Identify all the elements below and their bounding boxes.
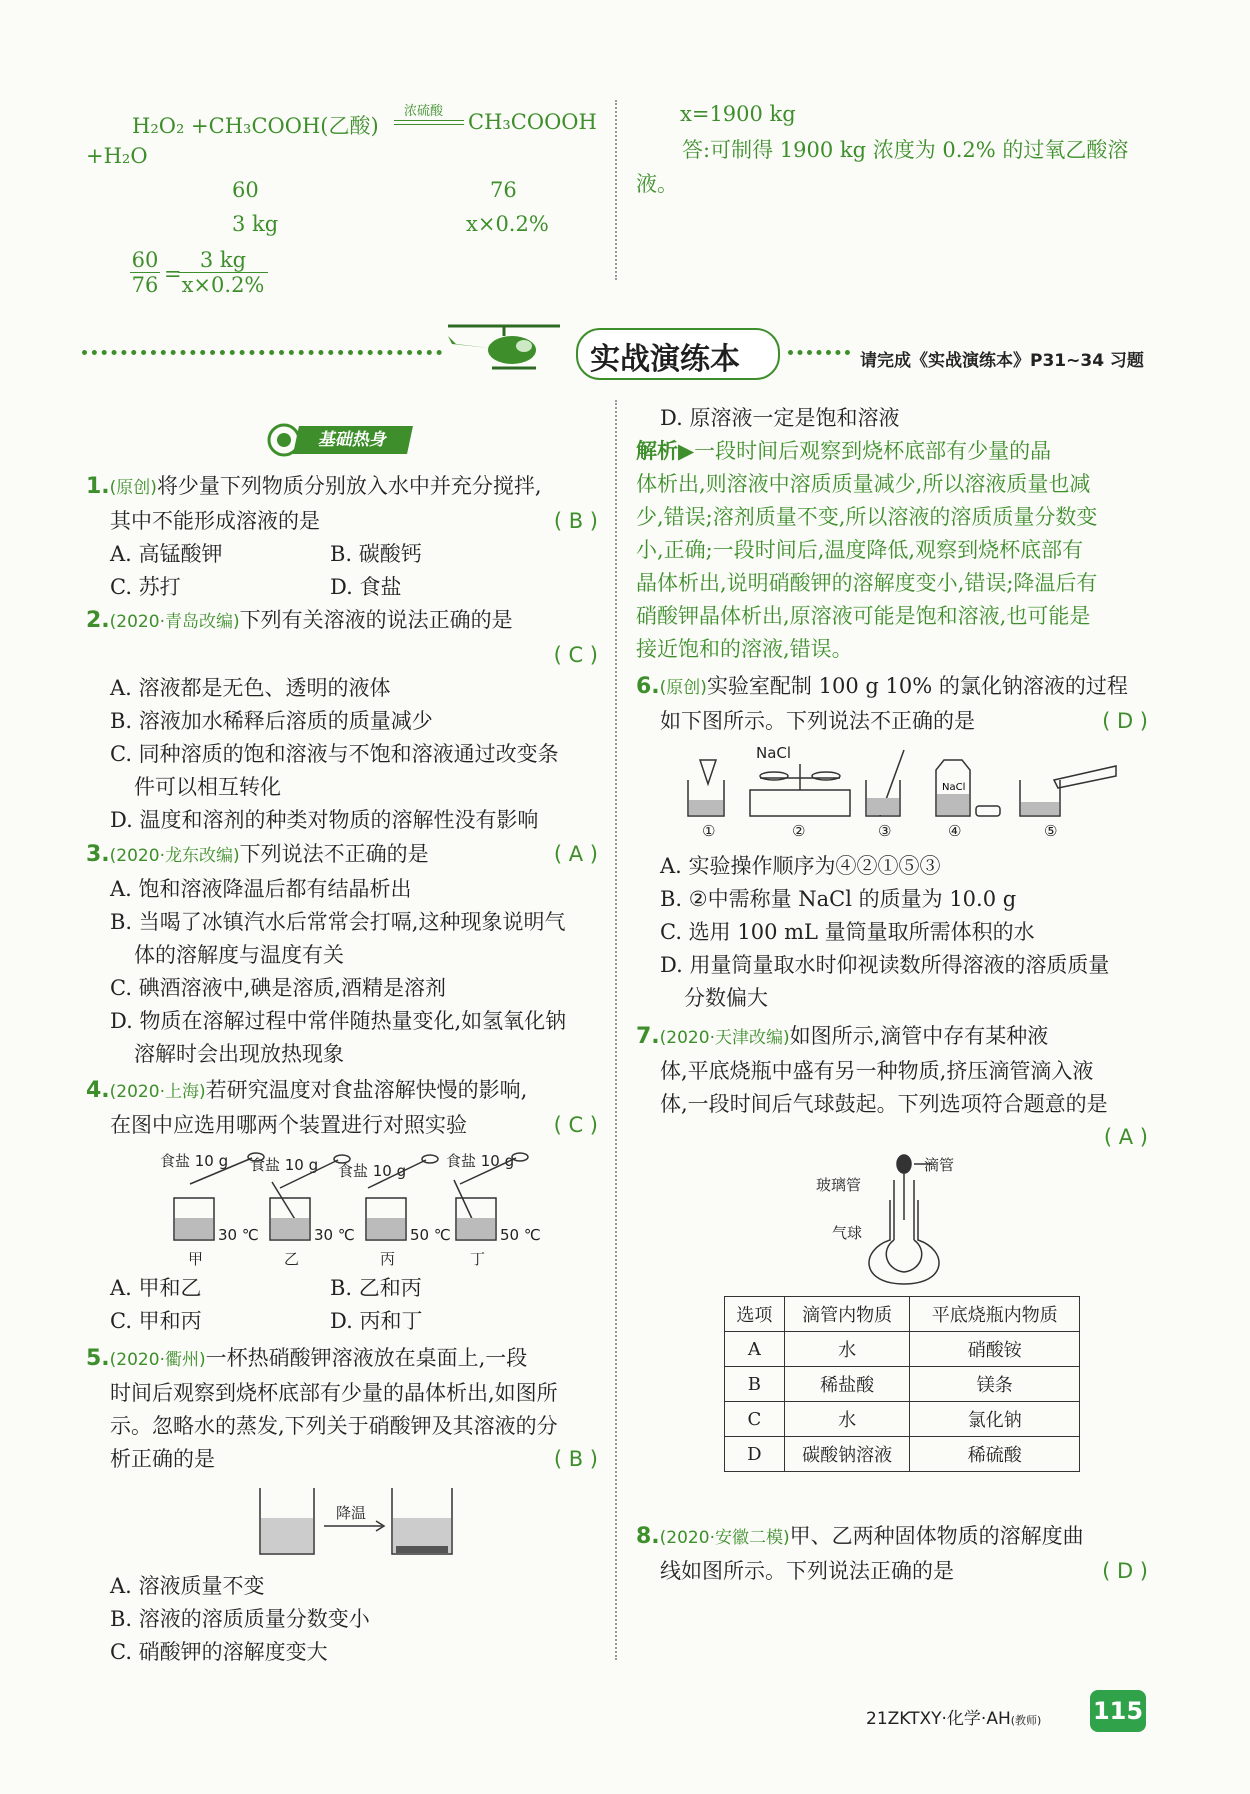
q5-continued — [636, 402, 1148, 666]
fraction-b — [178, 248, 268, 297]
q5-text4: 析正确的是 — [110, 1447, 215, 1471]
q6-step-5: ⑤ — [1044, 822, 1058, 840]
q2-number: 2. — [86, 608, 110, 633]
q5-text1: 一杯热硝酸钾溶液放在桌面上,一段 — [205, 1346, 528, 1370]
q6-option-d1: D. 用量筒量取水时仰视读数所得溶液的溶质质量 — [660, 953, 1110, 977]
q3-option-b2: 体的溶解度与温度有关 — [134, 943, 344, 967]
q6-source: (原创) — [659, 678, 707, 698]
q2-text1: 下列有关溶液的说法正确的是 — [239, 608, 513, 632]
q4-temp-1: 30 ℃ — [218, 1226, 259, 1244]
q5-text3: 示。忽略水的蒸发,下列关于硝酸钾及其溶液的分 — [110, 1414, 558, 1438]
q5-analysis-line1: 一段时间后观察到烧杯底部有少量的晶 — [694, 439, 1052, 463]
fraction-b-numerator: 3 kg — [199, 248, 247, 272]
q6-answer: ( D ) — [1102, 709, 1148, 733]
q6-step-3: ③ — [878, 822, 892, 840]
q7-text3: 体,一段时间后气球鼓起。下列选项符合题意的是 — [660, 1092, 1108, 1116]
q5-analysis-line2: 体析出,则溶液中溶质质量减少,所以溶液质量也减 — [636, 472, 1091, 496]
q1-option-b: B. 碳酸钙 — [330, 542, 422, 566]
q1-number: 1. — [86, 474, 110, 499]
q1-answer: ( B ) — [553, 509, 598, 533]
q1-text1: 将少量下列物质分别放入水中并充分搅拌, — [156, 474, 542, 498]
question-1 — [86, 470, 598, 604]
q1-option-a: A. 高锰酸钾 — [110, 542, 223, 566]
q7-number: 7. — [636, 1024, 660, 1049]
table-row — [725, 1332, 1080, 1367]
q5-analysis-label: 解析▶ — [636, 439, 695, 463]
q2-answer: ( C ) — [553, 643, 598, 667]
q4-figure — [160, 1148, 560, 1268]
q3-option-a: A. 饱和溶液降温后都有结晶析出 — [110, 877, 412, 901]
q3-option-b1: B. 当喝了冰镇汽水后常常会打嗝,这种现象说明气 — [110, 910, 566, 934]
table-cell: A — [725, 1332, 785, 1367]
q4-salt-label-2: 食盐 10 g — [250, 1156, 319, 1174]
column-divider-top — [615, 100, 617, 280]
q4-temp-4: 50 ℃ — [500, 1226, 541, 1244]
equation-arrow-top — [394, 120, 464, 121]
table-cell: B — [725, 1367, 785, 1402]
table-cell: 硝酸铵 — [910, 1332, 1080, 1367]
q2-option-c2: 件可以相互转化 — [134, 775, 281, 799]
q3-option-d2: 溶解时会出现放热现象 — [134, 1042, 344, 1066]
equation-condition: 浓硫酸 — [404, 104, 444, 119]
q7-th-option: 选项 — [725, 1297, 785, 1332]
equals-sign: = — [164, 262, 182, 286]
banner-note: 请完成《实战演练本》P31~34 习题 — [860, 351, 1144, 371]
q5-option-b: B. 溶液的溶质质量分数变小 — [110, 1607, 370, 1631]
q4-salt-label-3: 食盐 10 g — [338, 1162, 407, 1180]
q5-analysis-line4: 小,正确;一段时间后,温度降低,观察到烧杯底部有 — [636, 538, 1084, 562]
q5-analysis-line7: 接近饱和的溶液,错误。 — [636, 637, 853, 661]
table-cell: 碳酸钠溶液 — [784, 1437, 910, 1472]
molar-mass-1: 60 — [232, 178, 259, 202]
table-cell: 镁条 — [910, 1367, 1080, 1402]
answer-line1: 答:可制得 1900 kg 浓度为 0.2% 的过氧乙酸溶 — [682, 138, 1129, 162]
q3-option-c: C. 碘酒溶液中,碘是溶质,酒精是溶剂 — [110, 976, 447, 1000]
q6-options — [636, 850, 1148, 1015]
q7-balloon-label: 气球 — [832, 1224, 863, 1242]
calc-result: x=1900 kg — [680, 102, 796, 126]
q5-analysis-line6: 硝酸钾晶体析出,原溶液可能是饱和溶液,也可能是 — [636, 604, 1091, 628]
q4-option-c: C. 甲和丙 — [110, 1309, 202, 1333]
question-4 — [86, 1074, 598, 1142]
q5-figure — [256, 1484, 456, 1558]
molar-mass-2: 76 — [490, 178, 517, 202]
q5-cooling-label: 降温 — [336, 1504, 367, 1522]
q7-flask-drawing — [820, 1150, 980, 1286]
q6-step-1: ① — [702, 822, 716, 840]
fraction-a — [130, 248, 160, 297]
q4-label-yi: 乙 — [284, 1250, 300, 1268]
q5-answer: ( B ) — [553, 1447, 598, 1471]
q6-text2: 如下图所示。下列说法不正确的是 — [660, 709, 975, 733]
q4-text2: 在图中应选用哪两个装置进行对照实验 — [110, 1113, 467, 1137]
q5-text2: 时间后观察到烧杯底部有少量的晶体析出,如图所 — [110, 1381, 558, 1405]
q3-text1: 下列说法不正确的是 — [239, 842, 429, 866]
q6-option-b: B. ②中需称量 NaCl 的质量为 10.0 g — [660, 887, 1017, 911]
q4-answer: ( C ) — [553, 1113, 598, 1137]
given-mass-1: 3 kg — [232, 212, 279, 236]
q6-text1: 实验室配制 100 g 10% 的氯化钠溶液的过程 — [706, 674, 1128, 698]
q4-salt-label-4: 食盐 10 g — [446, 1152, 515, 1170]
q8-text1: 甲、乙两种固体物质的溶解度曲 — [789, 1524, 1084, 1548]
footer-code — [866, 1704, 1041, 1729]
q6-steps-drawing — [680, 740, 1120, 820]
q4-label-ding: 丁 — [470, 1250, 486, 1268]
q6-option-c: C. 选用 100 mL 量筒量取所需体积的水 — [660, 920, 1035, 944]
equation-arrow-bottom — [394, 124, 464, 125]
q3-source: (2020·龙东改编) — [109, 846, 240, 866]
q4-source: (2020·上海) — [109, 1082, 206, 1102]
q8-number: 8. — [636, 1524, 660, 1549]
q7-table — [724, 1296, 1080, 1472]
table-cell: 水 — [784, 1402, 910, 1437]
q4-options — [86, 1272, 598, 1338]
q6-step-4: ④ — [948, 822, 962, 840]
q2-source: (2020·青岛改编) — [109, 612, 240, 632]
q1-option-d: D. 食盐 — [330, 575, 402, 599]
q4-text1: 若研究温度对食盐溶解快慢的影响, — [205, 1078, 528, 1102]
q4-beakers-drawing — [160, 1148, 560, 1268]
page-number: 115 — [1090, 1690, 1146, 1732]
q7-table-header — [725, 1297, 1080, 1332]
q6-option-d2: 分数偏大 — [684, 986, 768, 1010]
q4-number: 4. — [86, 1078, 110, 1103]
section-title: 基础热身 — [293, 426, 413, 454]
q3-option-d1: D. 物质在溶解过程中常伴随热量变化,如氢氧化钠 — [110, 1009, 567, 1033]
fraction-a-denominator: 76 — [131, 273, 159, 297]
q7-th-flask: 平底烧瓶内物质 — [910, 1297, 1080, 1332]
table-cell: 水 — [784, 1332, 910, 1367]
q7-source: (2020·天津改编) — [659, 1028, 790, 1048]
q5-number: 5. — [86, 1346, 110, 1371]
q4-option-a: A. 甲和乙 — [110, 1276, 202, 1300]
question-7 — [636, 1020, 1148, 1154]
table-row — [725, 1402, 1080, 1437]
answer-line2: 液。 — [636, 172, 678, 196]
table-cell: D — [725, 1437, 785, 1472]
q7-dropper-label: 滴管 — [924, 1156, 955, 1174]
q2-option-c1: C. 同种溶质的饱和溶液与不饱和溶液通过改变条 — [110, 742, 559, 766]
question-2 — [86, 604, 598, 837]
table-cell: 稀盐酸 — [784, 1367, 910, 1402]
question-3 — [86, 838, 598, 1071]
equation-right: CH₃COOOH — [468, 110, 597, 134]
q6-bottle-label: NaCl — [942, 782, 966, 793]
q7-answer: ( A ) — [1103, 1125, 1148, 1149]
q4-label-bing: 丙 — [380, 1250, 396, 1268]
table-cell: C — [725, 1402, 785, 1437]
q7-tube-label: 玻璃管 — [816, 1176, 862, 1194]
q5-options — [86, 1570, 598, 1669]
fraction-a-numerator: 60 — [131, 248, 159, 272]
q5-source: (2020·衢州) — [109, 1350, 206, 1370]
q6-option-a: A. 实验操作顺序为④②①⑤③ — [660, 854, 941, 878]
q5-analysis-line3: 少,错误;溶剂质量不变,所以溶液的溶质质量分数变 — [636, 505, 1098, 529]
q7-figure — [816, 1150, 980, 1286]
question-8 — [636, 1520, 1148, 1588]
q3-number: 3. — [86, 842, 110, 867]
q3-answer: ( A ) — [553, 842, 598, 866]
q7-th-dropper: 滴管内物质 — [784, 1297, 910, 1332]
column-divider — [615, 400, 617, 1660]
fraction-b-denominator: x×0.2% — [178, 272, 268, 297]
helicopter-icon — [444, 314, 564, 374]
q5-option-a: A. 溶液质量不变 — [110, 1574, 265, 1598]
footer-role: (教师) — [1010, 1714, 1042, 1727]
q8-source: (2020·安徽二模) — [659, 1528, 790, 1548]
q4-temp-3: 50 ℃ — [410, 1226, 451, 1244]
equation-left: H₂O₂ +CH₃COOH(乙酸) — [132, 114, 379, 138]
footer-code-text: 21ZKTXY·化学·AH — [866, 1709, 1011, 1729]
q1-text2: 其中不能形成溶液的是 — [110, 509, 320, 533]
q4-option-d: D. 丙和丁 — [330, 1309, 423, 1333]
q6-step-2: ② — [792, 822, 806, 840]
question-5 — [86, 1342, 598, 1476]
q2-option-b: B. 溶液加水稀释后溶质的质量减少 — [110, 709, 433, 733]
q1-source: (原创) — [109, 478, 157, 498]
q7-text1: 如图所示,滴管中存有某种液 — [789, 1024, 1049, 1048]
q4-temp-2: 30 ℃ — [314, 1226, 355, 1244]
q2-option-d: D. 温度和溶剂的种类对物质的溶解性没有影响 — [110, 808, 539, 832]
table-row — [725, 1437, 1080, 1472]
q6-number: 6. — [636, 674, 660, 699]
given-mass-2: x×0.2% — [466, 212, 549, 236]
section-badge — [266, 422, 414, 456]
q2-option-a: A. 溶液都是无色、透明的液体 — [110, 676, 391, 700]
q4-label-jia: 甲 — [188, 1250, 204, 1268]
q4-salt-label-1: 食盐 10 g — [160, 1152, 229, 1170]
banner-title: 实战演练本 — [590, 342, 740, 377]
equation-line2: +H₂O — [86, 144, 148, 168]
q4-option-b: B. 乙和丙 — [330, 1276, 422, 1300]
q7-text2: 体,平底烧瓶中盛有另一种物质,挤压滴管滴入液 — [660, 1059, 1094, 1083]
table-cell: 稀硫酸 — [910, 1437, 1080, 1472]
q5-option-c: C. 硝酸钾的溶解度变大 — [110, 1640, 328, 1664]
q5-analysis-line5: 晶体析出,说明硝酸钾的溶解度变小,错误;降温后有 — [636, 571, 1098, 595]
q8-answer: ( D ) — [1102, 1559, 1148, 1583]
q6-nacl-label: NaCl — [756, 744, 792, 762]
q6-figure — [680, 740, 1120, 840]
q5-option-d: D. 原溶液一定是饱和溶液 — [660, 406, 900, 430]
banner-dots-right — [788, 350, 850, 355]
table-row — [725, 1367, 1080, 1402]
question-6 — [636, 670, 1148, 738]
q1-option-c: C. 苏打 — [110, 575, 181, 599]
table-cell: 氯化钠 — [910, 1402, 1080, 1437]
q8-text2: 线如图所示。下列说法正确的是 — [660, 1559, 954, 1583]
banner-dots-left — [82, 350, 442, 355]
